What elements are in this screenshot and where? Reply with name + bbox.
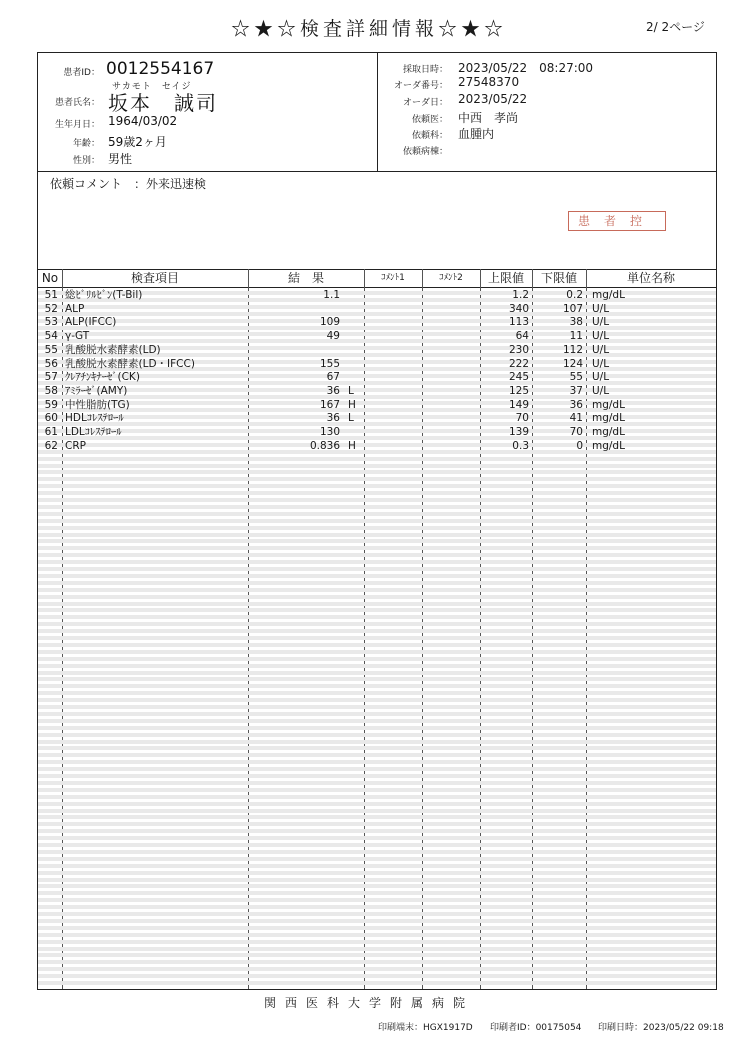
row-item: γ-GT: [65, 330, 90, 343]
row-stripe: [38, 726, 716, 730]
ward-label: 依頼病棟：: [402, 147, 448, 157]
row-no: 61: [44, 426, 58, 438]
row-result: 0.836: [309, 439, 340, 452]
row-flag: L: [348, 412, 354, 425]
birth-label: 生年月日：: [54, 120, 100, 130]
row-stripe: [38, 546, 716, 550]
table-header: [38, 269, 716, 288]
row-unit: U/L: [592, 343, 610, 356]
sex: 男性: [108, 152, 133, 166]
row-stripe: [38, 519, 716, 523]
row-stripe: [38, 622, 716, 626]
row-unit: mg/dL: [592, 439, 625, 452]
row-stripe: [38, 953, 716, 957]
row-no: 62: [44, 439, 58, 452]
dept-label: 依頼科：: [411, 131, 448, 141]
table-row: [38, 358, 716, 372]
row-stripe: [38, 836, 716, 840]
row-item: ｱﾐﾗｰｾﾞ(AMY): [65, 384, 128, 397]
row-lower: 37: [569, 384, 583, 397]
row-stripe: [38, 940, 716, 944]
table-row: [38, 385, 716, 399]
row-unit: U/L: [592, 384, 610, 397]
row-stripe: [38, 526, 716, 530]
row-stripe: [38, 857, 716, 861]
table-row: [38, 440, 716, 454]
birth-date: 1964/03/02: [108, 114, 178, 128]
row-stripe: [38, 740, 716, 744]
row-stripe: [38, 967, 716, 971]
row-stripe: [38, 719, 716, 723]
row-no: 57: [44, 371, 58, 384]
row-stripe: [38, 809, 716, 813]
row-stripe: [38, 767, 716, 771]
table-row: [38, 412, 716, 426]
row-no: 60: [44, 412, 58, 425]
row-upper: 113: [508, 316, 529, 329]
row-result: 36: [326, 412, 340, 425]
row-lower: 0.2: [566, 289, 583, 301]
row-item: 乳酸脱水素酵素(LD・IFCC): [65, 357, 195, 370]
th-lower: 下限値: [540, 271, 577, 285]
comment-label-text: 依頼コメント ：: [50, 177, 147, 191]
row-stripe: [38, 912, 716, 916]
row-stripe: [38, 802, 716, 806]
row-stripe: [38, 602, 716, 606]
row-result: 155: [319, 357, 340, 370]
row-item: 総ﾋﾞﾘﾙﾋﾞﾝ(T-Bil): [65, 289, 143, 301]
row-result: 130: [319, 426, 340, 438]
th-unit: 単位名称: [626, 271, 675, 285]
doctor: 中西 孝尚: [458, 111, 519, 125]
order-date: 2023/05/22: [458, 92, 528, 106]
row-upper: 125: [508, 384, 529, 397]
th-item: 検査項目: [130, 271, 179, 285]
order-no: 27548370: [458, 75, 520, 89]
row-stripe: [38, 553, 716, 557]
table-row: [38, 399, 716, 413]
doctor-label: 依頼医：: [411, 115, 448, 125]
row-stripe: [38, 567, 716, 571]
row-flag: H: [348, 439, 356, 452]
row-upper: 139: [508, 426, 529, 438]
row-stripe: [38, 781, 716, 785]
row-upper: 222: [508, 357, 529, 370]
row-stripe: [38, 505, 716, 509]
row-stripe: [38, 650, 716, 654]
row-item: HDLｺﾚｽﾃﾛｰﾙ: [65, 412, 124, 425]
row-no: 54: [44, 330, 58, 343]
row-lower: 124: [562, 357, 583, 370]
row-stripe: [38, 615, 716, 619]
row-stripe: [38, 919, 716, 923]
row-no: 52: [44, 302, 58, 315]
row-stripe: [38, 843, 716, 847]
row-stripe: [38, 733, 716, 737]
row-no: 56: [44, 357, 58, 370]
row-upper: 230: [508, 343, 529, 356]
row-result: 67: [326, 371, 340, 384]
row-stripe: [38, 864, 716, 868]
row-stripe: [38, 815, 716, 819]
row-result: 36: [326, 384, 340, 397]
row-stripe: [38, 491, 716, 495]
sex-label: 性別：: [72, 156, 100, 166]
row-stripe: [38, 664, 716, 668]
patient-id: 0012554167: [106, 59, 215, 79]
row-stripe: [38, 878, 716, 882]
patient-id-label: 患者ID：: [63, 68, 100, 78]
row-unit: U/L: [592, 357, 610, 370]
row-result: 1.1: [323, 289, 340, 301]
table-row: [38, 344, 716, 358]
row-stripe: [38, 691, 716, 695]
row-stripe: [38, 760, 716, 764]
row-stripe: [38, 657, 716, 661]
row-stripe: [38, 960, 716, 964]
row-stripe: [38, 705, 716, 709]
collect-label: 採取日時：: [402, 65, 448, 75]
row-upper: 149: [508, 398, 529, 411]
comment-label: [50, 175, 206, 192]
row-lower: 107: [562, 302, 583, 315]
report-frame: [37, 52, 717, 990]
table-row: [38, 330, 716, 344]
collect-datetime: 2023/05/22 08:27:00: [458, 61, 594, 75]
row-unit: U/L: [592, 316, 610, 329]
patient-kana: サカモト セイジ: [112, 82, 192, 92]
dept: 血腫内: [458, 127, 495, 141]
row-unit: mg/dL: [592, 412, 625, 425]
row-lower: 112: [562, 343, 583, 356]
age: 59歳2ヶ月: [108, 135, 167, 149]
row-stripe: [38, 795, 716, 799]
row-upper: 1.2: [512, 289, 529, 301]
printer-id: 印刷者ID：00175054: [490, 1023, 582, 1033]
row-stripe: [38, 470, 716, 474]
row-no: 55: [44, 343, 58, 356]
table-row: [38, 371, 716, 385]
header-bottom-line: [38, 171, 716, 172]
row-stripe: [38, 788, 716, 792]
th-comment2: ｺﾒﾝﾄ2: [439, 273, 463, 283]
row-unit: U/L: [592, 330, 610, 343]
row-stripe: [38, 947, 716, 951]
hospital-name: 関西医科大学附属病院: [263, 996, 474, 1010]
th-upper: 上限値: [487, 271, 524, 285]
page-number: 2/ 2ページ: [646, 20, 705, 34]
table-row: [38, 303, 716, 317]
row-lower: 36: [569, 398, 583, 411]
row-unit: U/L: [592, 302, 610, 315]
row-stripe: [38, 636, 716, 640]
document-title: ☆★☆検査詳細情報☆★☆: [230, 18, 507, 40]
row-stripe: [38, 581, 716, 585]
row-item: ｸﾚｱﾁﾝｷﾅｰｾﾞ(CK): [65, 371, 140, 384]
row-upper: 64: [515, 330, 529, 343]
row-stripe: [38, 560, 716, 564]
row-lower: 55: [569, 371, 583, 384]
row-no: 51: [44, 289, 58, 301]
row-stripe: [38, 498, 716, 502]
age-label: 年齢：: [72, 139, 100, 149]
row-stripe: [38, 829, 716, 833]
row-stripe: [38, 746, 716, 750]
row-stripe: [38, 905, 716, 909]
comment-text: 外来迅速検: [146, 177, 207, 191]
row-unit: mg/dL: [592, 426, 625, 438]
row-item: ALP(IFCC): [65, 316, 117, 329]
row-stripe: [38, 574, 716, 578]
row-stripe: [38, 608, 716, 612]
row-stripe: [38, 477, 716, 481]
print-datetime: 印刷日時：2023/05/22 09:18: [598, 1023, 724, 1033]
row-flag: L: [348, 384, 354, 397]
row-lower: 11: [569, 330, 583, 343]
row-stripe: [38, 933, 716, 937]
row-lower: 38: [569, 316, 583, 329]
th-comment1: ｺﾒﾝﾄ1: [381, 273, 405, 283]
row-stripe: [38, 698, 716, 702]
table-row: [38, 426, 716, 440]
row-stripe: [38, 871, 716, 875]
row-no: 53: [44, 316, 58, 329]
row-stripe: [38, 539, 716, 543]
row-upper: 70: [515, 412, 529, 425]
row-unit: mg/dL: [592, 398, 625, 411]
row-stripe: [38, 850, 716, 854]
row-stripe: [38, 926, 716, 930]
row-item: CRP: [65, 439, 86, 452]
th-no: No: [41, 271, 59, 285]
row-result: 109: [319, 316, 340, 329]
header-divider: [377, 53, 378, 171]
row-unit: mg/dL: [592, 289, 625, 301]
table-row: [38, 289, 716, 303]
row-item: 中性脂肪(TG): [65, 398, 130, 411]
row-stripe: [38, 643, 716, 647]
row-stripe: [38, 822, 716, 826]
row-stripe: [38, 533, 716, 537]
patient-copy-stamp: 患者控: [568, 211, 666, 231]
th-result: 結 果: [287, 271, 324, 285]
row-stripe: [38, 753, 716, 757]
row-item: LDLｺﾚｽﾃﾛｰﾙ: [65, 426, 122, 438]
row-item: 乳酸脱水素酵素(LD): [65, 343, 161, 356]
row-flag: H: [348, 398, 356, 411]
row-result: 167: [319, 398, 340, 411]
row-stripe: [38, 981, 716, 985]
row-upper: 340: [508, 302, 529, 315]
row-lower: 41: [569, 412, 583, 425]
row-upper: 245: [508, 371, 529, 384]
row-upper: 0.3: [512, 439, 529, 452]
row-stripe: [38, 484, 716, 488]
row-stripe: [38, 712, 716, 716]
row-lower: 0: [576, 439, 583, 452]
row-stripe: [38, 671, 716, 675]
row-stripe: [38, 457, 716, 461]
row-stripe: [38, 684, 716, 688]
row-stripe: [38, 464, 716, 468]
row-stripe: [38, 884, 716, 888]
order-date-label: オーダ日：: [402, 98, 448, 108]
print-terminal: 印刷端末：HGX1917D: [378, 1023, 473, 1033]
row-stripe: [38, 595, 716, 599]
order-no-label: オーダ番号：: [393, 81, 448, 91]
row-stripe: [38, 891, 716, 895]
row-stripe: [38, 898, 716, 902]
table-row: [38, 316, 716, 330]
patient-name-label: 患者氏名：: [54, 98, 100, 108]
row-item: ALP: [65, 302, 85, 315]
row-unit: U/L: [592, 371, 610, 384]
row-lower: 70: [569, 426, 583, 438]
row-no: 59: [44, 398, 58, 411]
patient-name: 坂本 誠司: [108, 91, 218, 115]
row-stripe: [38, 974, 716, 978]
row-result: 49: [326, 330, 340, 343]
row-stripe: [38, 774, 716, 778]
row-stripe: [38, 677, 716, 681]
row-stripe: [38, 512, 716, 516]
row-stripe: [38, 588, 716, 592]
row-stripe: [38, 629, 716, 633]
row-no: 58: [44, 384, 58, 397]
